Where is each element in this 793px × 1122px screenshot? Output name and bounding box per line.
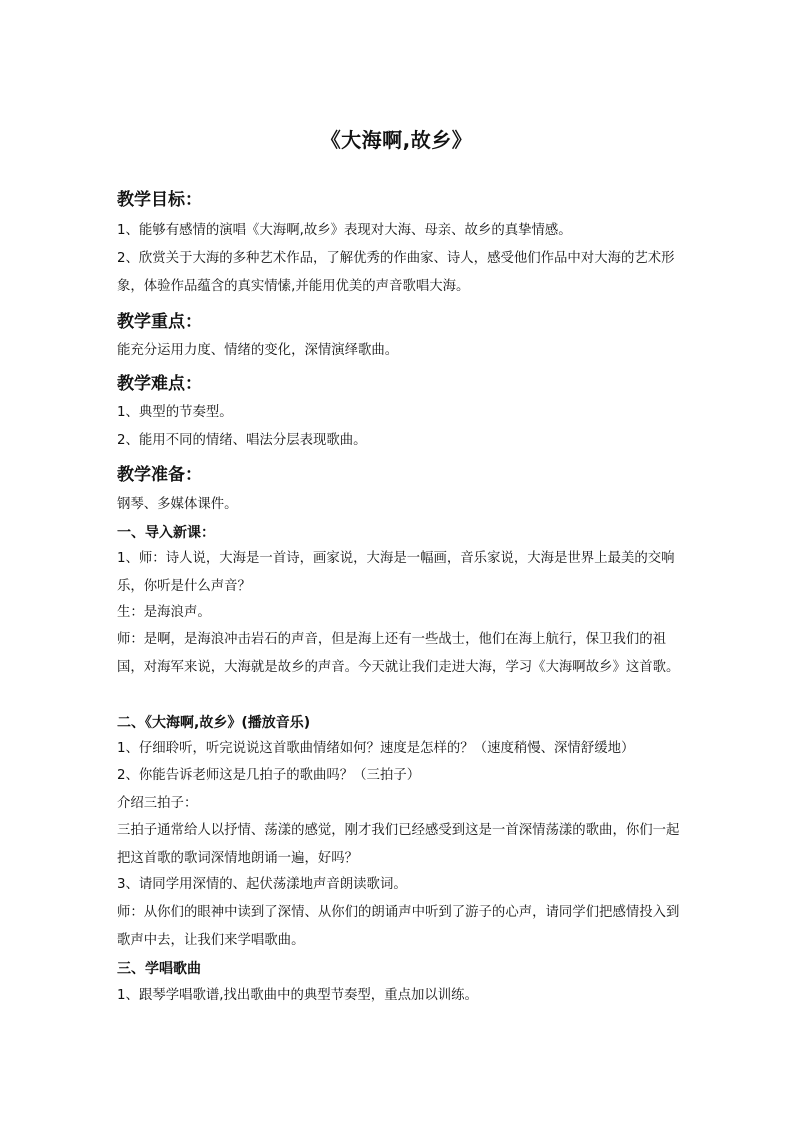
section2-paragraph-6: 师：从你们的眼神中读到了深情、从你们的朗诵声中听到了游子的心声，请同学们把感情投入到歌声中去，让我们来学唱歌曲。	[117, 905, 680, 948]
difficulties-item-2: 2、能用不同的情绪、唱法分层表现歌曲。	[117, 433, 367, 448]
section1-paragraph-2: 生：是海浪声。	[117, 605, 211, 620]
section2-paragraph-4: 三拍子通常给人以抒情、荡漾的感觉，刚才我们已经感受到这是一首深情荡漾的歌曲，你们一起把这首歌的歌词深情地朗诵一遍，好吗？	[117, 823, 680, 866]
preparation-text: 钢琴、多媒体课件。	[117, 497, 238, 512]
section2-heading: 二、《大海啊,故乡》(播放音乐)	[117, 715, 311, 731]
section2-paragraph-3: 介绍三拍子：	[117, 796, 198, 811]
difficulties-item-1: 1、典型的节奏型。	[117, 405, 233, 420]
section3-heading: 三、学唱歌曲	[117, 961, 201, 977]
key-points-text: 能充分运用力度、情绪的变化，深情演绎歌曲。	[117, 343, 399, 358]
section3-paragraph-1: 1、跟琴学唱歌谱,找出歌曲中的典型节奏型，重点加以训练。	[117, 988, 478, 1003]
goals-item-1: 1、能够有感情的演唱《大海啊,故乡》表现对大海、母亲、故乡的真挚情感。	[117, 223, 572, 238]
preparation-heading: 教学准备：	[117, 465, 202, 485]
section1-paragraph-1: 1、师：诗人说，大海是一首诗，画家说，大海是一幅画，音乐家说，大海是世界上最美的交响乐，你听是什么声音？	[117, 551, 675, 594]
section2-paragraph-5: 3、请同学用深情的、起伏荡漾地声音朗读歌词。	[117, 877, 407, 892]
key-points-heading: 教学重点：	[117, 312, 202, 332]
section2-paragraph-1: 1、仔细聆听，听完说说这首歌曲情绪如何？速度是怎样的？（速度稍慢、深情舒缓地）	[117, 741, 635, 756]
section2-paragraph-2: 2、你能告诉老师这是几拍子的歌曲吗？（三拍子）	[117, 768, 421, 783]
document-title: 《大海啊,故乡》	[320, 128, 473, 152]
section1-paragraph-3: 师：是啊，是海浪冲击岩石的声音，但是海上还有一些战士，他们在海上航行，保卫我们的祖国，对海军来说，大海就是故乡的声音。今天就让我们走进大海，学习《大海啊故乡》这首歌。	[117, 632, 680, 675]
difficulties-heading: 教学难点：	[117, 374, 202, 394]
section1-heading: 一、导入新课：	[117, 525, 215, 541]
goals-heading: 教学目标：	[117, 190, 202, 210]
goals-item-2: 2、欣赏关于大海的多种艺术作品，了解优秀的作曲家、诗人，感受他们作品中对大海的艺术形象，体验作品蕴含的真实情愫,并能用优美的声音歌唱大海。	[117, 251, 675, 294]
